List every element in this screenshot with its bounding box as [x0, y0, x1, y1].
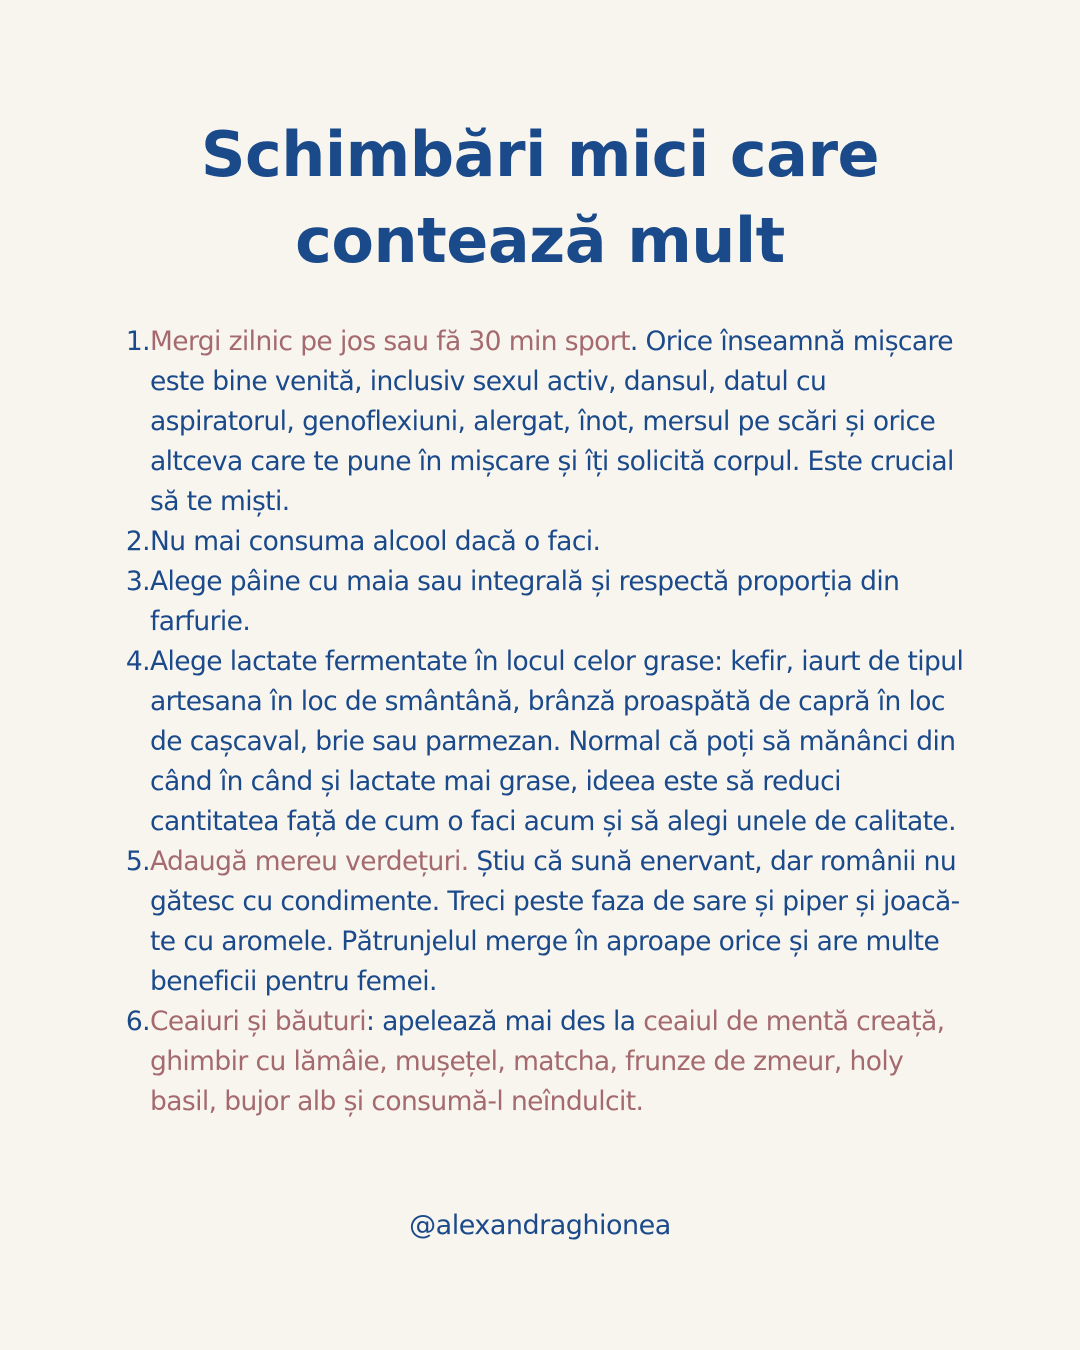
item-text: Știu că sună enervant, dar românii nu gătesc cu condimente. Treci peste faza de sare și piper și joacă-te cu aromele. Pătrunjelul merge în aproape orice și are multe beneficii pentru femei.	[150, 846, 960, 997]
item-text: : apelează mai des la	[365, 1006, 644, 1037]
list-item-3	[118, 562, 970, 642]
item-highlight-2: ceaiul de mentă creață, ghimbir cu lămâie, mușețel, matcha, frunze de zmeur, holy basil, bujor alb și consumă-l neîndulcit.	[150, 1006, 945, 1117]
list-item-4	[118, 642, 970, 842]
item-highlight: Mergi zilnic pe jos sau fă 30 min sport	[150, 326, 630, 357]
item-text: . Orice înseamnă mișcare este bine venită, inclusiv sexul activ, dansul, datul cu aspiratorul, genoflexiuni, alergat, înot, mersul pe scări și orice altceva care te pune în mișcare și îți solicită corpul. Este crucial să te miști.	[150, 326, 954, 517]
item-text: Alege pâine cu maia sau integrală și respectă proporția din farfurie.	[150, 566, 900, 637]
item-highlight: Adaugă mereu verdețuri.	[150, 846, 469, 877]
item-text: Alege lactate fermentate în locul celor grase: kefir, iaurt de tipul artesana în loc de smântână, brânză proaspătă de capră în loc de cașcaval, brie sau parmezan. Normal că poți să mănânci din când în când și lactate mai grase, ideea este să reduci cantitatea față de cum o faci acum și să alegi unele de calitate.	[150, 646, 964, 837]
list-item-2	[118, 522, 970, 562]
list-item-1	[118, 322, 970, 522]
item-number: 6.	[125, 1006, 150, 1037]
item-highlight: Ceaiuri și băuturi	[150, 1006, 366, 1037]
item-number: 3.	[125, 566, 150, 597]
title-line-1: Schimbări mici care	[200, 118, 880, 191]
item-number: 1.	[125, 326, 150, 357]
list-item-6	[118, 1002, 970, 1122]
item-number: 4.	[125, 646, 150, 677]
author-handle: @alexandraghionea	[409, 1210, 671, 1241]
tips-list	[118, 322, 970, 1122]
item-text: Nu mai consuma alcool dacă o faci.	[150, 526, 601, 557]
item-number: 5.	[125, 846, 150, 877]
page-title	[0, 112, 1080, 284]
list-item-5	[118, 842, 970, 1002]
title-line-2: contează mult	[295, 204, 785, 277]
item-number: 2.	[125, 526, 150, 557]
